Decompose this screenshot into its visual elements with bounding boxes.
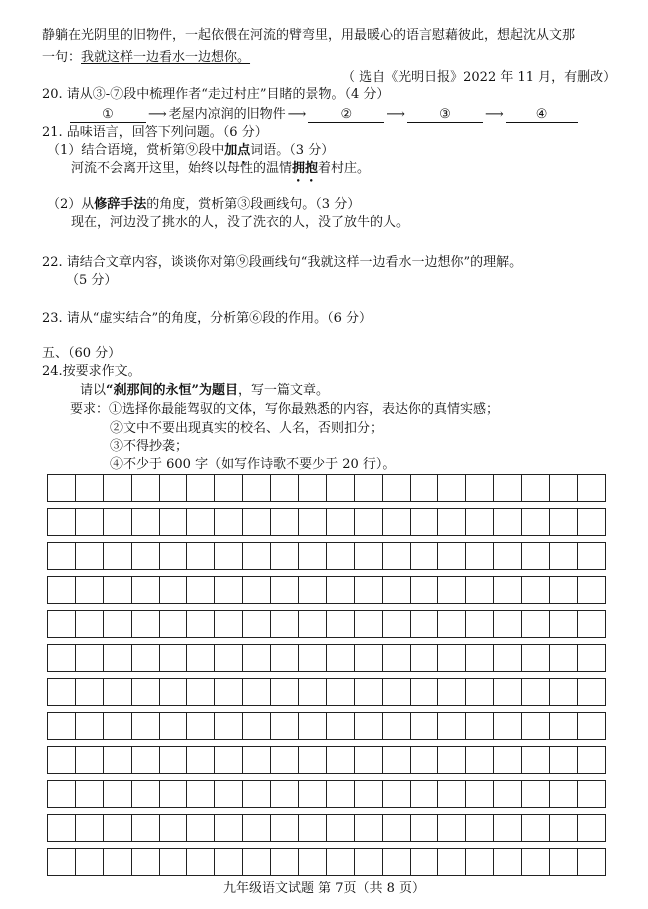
grid-cell[interactable]	[494, 814, 522, 842]
grid-cell[interactable]	[271, 746, 299, 774]
grid-cell[interactable]	[48, 610, 76, 638]
grid-cell[interactable]	[187, 576, 215, 604]
q22-text: 22. 请结合文章内容，谈谈你对第⑨段画线句“我就这样一边看水一边想你”的理解。	[42, 255, 523, 270]
grid-cell[interactable]	[132, 644, 160, 672]
grid-cell[interactable]	[355, 644, 383, 672]
grid-cell[interactable]	[383, 610, 411, 638]
q21-sub2-quote: 现在，河边没了挑水的人，没了洗衣的人，没了放牛的人。	[71, 215, 410, 230]
grid-cell[interactable]	[187, 780, 215, 808]
grid-cell[interactable]	[355, 848, 383, 876]
q21-sub2-bold: 修辞手法	[94, 197, 147, 212]
grid-cell[interactable]	[494, 576, 522, 604]
grid-cell[interactable]	[550, 576, 578, 604]
passage-line-2	[42, 49, 250, 67]
grid-cell[interactable]	[494, 542, 522, 570]
grid-cell[interactable]	[48, 542, 76, 570]
grid-cell[interactable]	[438, 542, 466, 570]
grid-cell[interactable]	[160, 814, 188, 842]
grid-cell[interactable]	[494, 712, 522, 740]
q21-sub2	[47, 196, 360, 214]
grid-cell[interactable]	[104, 848, 132, 876]
grid-cell[interactable]	[522, 576, 550, 604]
grid-cell[interactable]	[578, 508, 606, 536]
grid-row	[47, 576, 606, 604]
grid-cell[interactable]	[466, 746, 494, 774]
q20-blank-2[interactable]: ②	[308, 107, 384, 123]
grid-cell[interactable]	[411, 678, 439, 706]
essay-prompt-suffix: ，写一篇文章。	[237, 383, 329, 398]
grid-row	[47, 542, 606, 570]
grid-cell[interactable]	[299, 542, 327, 570]
grid-cell[interactable]	[187, 508, 215, 536]
grid-cell[interactable]	[494, 610, 522, 638]
grid-cell[interactable]	[466, 644, 494, 672]
grid-cell[interactable]	[411, 712, 439, 740]
grid-cell[interactable]	[299, 576, 327, 604]
grid-cell[interactable]	[355, 610, 383, 638]
grid-cell[interactable]	[271, 576, 299, 604]
grid-cell[interactable]	[550, 610, 578, 638]
grid-cell[interactable]	[383, 814, 411, 842]
passage-line-2-prefix: 一句：	[42, 50, 82, 65]
q20-blank-3[interactable]: ③	[407, 107, 483, 123]
grid-cell[interactable]	[215, 712, 243, 740]
grid-cell[interactable]	[578, 746, 606, 774]
grid-cell[interactable]	[215, 576, 243, 604]
q21-sub1-quote-suffix: 着村庄。	[318, 161, 371, 176]
grid-cell[interactable]	[104, 746, 132, 774]
grid-cell[interactable]	[578, 542, 606, 570]
grid-cell[interactable]	[48, 746, 76, 774]
grid-cell[interactable]	[76, 678, 104, 706]
grid-cell[interactable]	[522, 848, 550, 876]
essay-title: “刹那间的永恒”为题目	[106, 383, 238, 398]
passage-line-1: 静躺在光阴里的旧物件，一起依偎在河流的臂弯里，用最暖心的语言慰藉彼此，想起沈从文那	[42, 28, 576, 43]
q21-sub2-prefix: （2）从	[47, 197, 95, 212]
grid-cell[interactable]	[550, 712, 578, 740]
grid-cell[interactable]	[327, 712, 355, 740]
grid-cell[interactable]	[48, 576, 76, 604]
grid-cell[interactable]	[187, 848, 215, 876]
q20-blank-1[interactable]: ①	[70, 107, 146, 123]
grid-cell[interactable]	[522, 508, 550, 536]
grid-cell[interactable]	[76, 780, 104, 808]
grid-cell[interactable]	[494, 780, 522, 808]
grid-cell[interactable]	[522, 474, 550, 502]
grid-cell[interactable]	[243, 474, 271, 502]
requirement-2: ②文中不要出现真实的校名、人名，否则扣分；	[110, 421, 384, 436]
grid-cell[interactable]	[160, 712, 188, 740]
grid-cell[interactable]	[215, 780, 243, 808]
grid-cell[interactable]	[187, 474, 215, 502]
grid-cell[interactable]	[466, 610, 494, 638]
grid-cell[interactable]	[132, 848, 160, 876]
grid-cell[interactable]	[466, 814, 494, 842]
grid-cell[interactable]	[466, 542, 494, 570]
grid-cell[interactable]	[494, 746, 522, 774]
grid-cell[interactable]	[327, 814, 355, 842]
grid-cell[interactable]	[48, 644, 76, 672]
grid-cell[interactable]	[327, 780, 355, 808]
grid-cell[interactable]	[132, 814, 160, 842]
grid-cell[interactable]	[271, 780, 299, 808]
essay-prompt-prefix: 请以	[80, 383, 107, 398]
grid-cell[interactable]	[76, 610, 104, 638]
grid-cell[interactable]	[132, 780, 160, 808]
grid-cell[interactable]	[299, 814, 327, 842]
grid-cell[interactable]	[327, 610, 355, 638]
grid-cell[interactable]	[550, 508, 578, 536]
grid-cell[interactable]	[411, 848, 439, 876]
grid-cell[interactable]	[187, 814, 215, 842]
grid-cell[interactable]	[271, 678, 299, 706]
grid-row	[47, 508, 606, 536]
grid-cell[interactable]	[438, 678, 466, 706]
grid-cell[interactable]	[383, 508, 411, 536]
grid-cell[interactable]	[355, 780, 383, 808]
grid-cell[interactable]	[271, 474, 299, 502]
q20-blank-4[interactable]: ④	[506, 107, 578, 123]
grid-cell[interactable]	[76, 814, 104, 842]
requirement-3: ③不得抄袭；	[110, 439, 189, 454]
q21-sub1-quote-prefix: 河流不会离开这里，始终以母性的温情	[71, 161, 293, 176]
q23-text: 23. 请从“虚实结合”的角度，分析第⑥段的作用。（6 分）	[42, 311, 373, 326]
grid-cell[interactable]	[299, 474, 327, 502]
grid-cell[interactable]	[327, 576, 355, 604]
grid-cell[interactable]	[160, 644, 188, 672]
grid-row	[47, 610, 606, 638]
grid-cell[interactable]	[160, 508, 188, 536]
grid-row	[47, 712, 606, 740]
grid-cell[interactable]	[215, 508, 243, 536]
grid-cell[interactable]	[187, 712, 215, 740]
grid-cell[interactable]	[438, 508, 466, 536]
grid-cell[interactable]	[132, 678, 160, 706]
grid-cell[interactable]	[466, 474, 494, 502]
grid-cell[interactable]	[243, 576, 271, 604]
grid-cell[interactable]	[132, 610, 160, 638]
grid-cell[interactable]	[578, 678, 606, 706]
arrow-icon: ⟶	[386, 107, 405, 122]
grid-cell[interactable]	[243, 542, 271, 570]
grid-cell[interactable]	[132, 474, 160, 502]
grid-cell[interactable]	[76, 712, 104, 740]
grid-cell[interactable]	[466, 712, 494, 740]
grid-cell[interactable]	[160, 780, 188, 808]
grid-cell[interactable]	[271, 508, 299, 536]
grid-cell[interactable]	[104, 474, 132, 502]
grid-cell[interactable]	[243, 814, 271, 842]
grid-cell[interactable]	[160, 610, 188, 638]
grid-cell[interactable]	[48, 678, 76, 706]
grid-cell[interactable]	[299, 712, 327, 740]
grid-cell[interactable]	[160, 576, 188, 604]
grid-cell[interactable]	[104, 814, 132, 842]
grid-cell[interactable]	[578, 644, 606, 672]
q22-score: （5 分）	[66, 273, 118, 288]
grid-cell[interactable]	[355, 474, 383, 502]
grid-cell[interactable]	[132, 712, 160, 740]
q21-text: 21. 品味语言，回答下列问题。（6 分）	[42, 125, 268, 140]
grid-cell[interactable]	[243, 746, 271, 774]
grid-cell[interactable]	[327, 474, 355, 502]
grid-cell[interactable]	[383, 644, 411, 672]
q21-sub1-quote	[71, 160, 370, 185]
grid-cell[interactable]	[466, 848, 494, 876]
grid-cell[interactable]	[411, 780, 439, 808]
grid-cell[interactable]	[243, 848, 271, 876]
grid-cell[interactable]	[550, 678, 578, 706]
grid-cell[interactable]	[438, 474, 466, 502]
grid-cell[interactable]	[243, 678, 271, 706]
grid-cell[interactable]	[299, 678, 327, 706]
grid-cell[interactable]	[271, 712, 299, 740]
grid-cell[interactable]	[438, 780, 466, 808]
grid-cell[interactable]	[383, 712, 411, 740]
grid-cell[interactable]	[187, 678, 215, 706]
grid-cell[interactable]	[578, 848, 606, 876]
grid-cell[interactable]	[160, 474, 188, 502]
grid-cell[interactable]	[299, 508, 327, 536]
grid-cell[interactable]	[355, 508, 383, 536]
grid-cell[interactable]	[578, 576, 606, 604]
grid-cell[interactable]	[522, 644, 550, 672]
grid-cell[interactable]	[160, 678, 188, 706]
grid-cell[interactable]	[160, 542, 188, 570]
grid-cell[interactable]	[76, 848, 104, 876]
grid-cell[interactable]	[132, 576, 160, 604]
grid-cell[interactable]	[383, 576, 411, 604]
requirements-line-1	[70, 401, 499, 419]
grid-cell[interactable]	[578, 780, 606, 808]
grid-cell[interactable]	[76, 644, 104, 672]
grid-cell[interactable]	[438, 848, 466, 876]
grid-cell[interactable]	[215, 542, 243, 570]
grid-cell[interactable]	[299, 848, 327, 876]
grid-cell[interactable]	[327, 542, 355, 570]
grid-cell[interactable]	[299, 780, 327, 808]
grid-cell[interactable]	[411, 508, 439, 536]
grid-cell[interactable]	[550, 542, 578, 570]
grid-cell[interactable]	[104, 542, 132, 570]
grid-cell[interactable]	[104, 712, 132, 740]
grid-cell[interactable]	[438, 746, 466, 774]
requirements-label: 要求：	[70, 402, 110, 417]
q20-text: 20. 请从③-⑦段中梳理作者“走过村庄”目睹的景物。（4 分）	[42, 87, 390, 102]
grid-cell[interactable]	[215, 474, 243, 502]
grid-cell[interactable]	[522, 610, 550, 638]
grid-cell[interactable]	[76, 576, 104, 604]
grid-cell[interactable]	[522, 814, 550, 842]
grid-cell[interactable]	[355, 576, 383, 604]
grid-cell[interactable]	[215, 610, 243, 638]
grid-cell[interactable]	[104, 576, 132, 604]
grid-cell[interactable]	[578, 610, 606, 638]
essay-prompt	[80, 382, 329, 400]
arrow-icon: ⟶	[148, 107, 167, 122]
grid-cell[interactable]	[355, 746, 383, 774]
grid-cell[interactable]	[438, 814, 466, 842]
grid-cell[interactable]	[104, 508, 132, 536]
grid-cell[interactable]	[355, 678, 383, 706]
q24-text: 24.按要求作文。	[42, 364, 141, 379]
requirement-4: ④不少于 600 字（如写作诗歌不要少于 20 行）。	[110, 457, 396, 472]
grid-row	[47, 848, 606, 876]
grid-cell[interactable]	[578, 814, 606, 842]
grid-cell[interactable]	[132, 508, 160, 536]
grid-row	[47, 746, 606, 774]
grid-row	[47, 780, 606, 808]
grid-cell[interactable]	[243, 610, 271, 638]
section5-heading: 五、（60 分）	[42, 346, 122, 361]
grid-cell[interactable]	[466, 780, 494, 808]
grid-cell[interactable]	[48, 848, 76, 876]
arrow-icon: ⟶	[484, 107, 504, 122]
grid-cell[interactable]	[411, 542, 439, 570]
grid-cell[interactable]	[299, 644, 327, 672]
grid-row	[47, 644, 606, 672]
grid-cell[interactable]	[383, 780, 411, 808]
grid-cell[interactable]	[243, 780, 271, 808]
grid-cell[interactable]	[578, 474, 606, 502]
requirement-1: ①选择你最能驾驭的文体，写你最熟悉的内容，表达你的真情实感；	[109, 402, 500, 417]
grid-cell[interactable]	[550, 814, 578, 842]
grid-cell[interactable]	[355, 542, 383, 570]
grid-cell[interactable]	[466, 508, 494, 536]
grid-cell[interactable]	[466, 576, 494, 604]
grid-cell[interactable]	[438, 576, 466, 604]
grid-cell[interactable]	[76, 474, 104, 502]
grid-cell[interactable]	[383, 848, 411, 876]
grid-cell[interactable]	[411, 644, 439, 672]
grid-cell[interactable]	[271, 848, 299, 876]
grid-cell[interactable]	[299, 610, 327, 638]
grid-cell[interactable]	[411, 576, 439, 604]
grid-cell[interactable]	[160, 746, 188, 774]
grid-cell[interactable]	[271, 644, 299, 672]
q21-sub1-suffix: 词语。（3 分）	[250, 143, 335, 158]
grid-cell[interactable]	[76, 746, 104, 774]
grid-cell[interactable]	[327, 644, 355, 672]
q21-sub1-dotted: 加点	[224, 143, 251, 158]
grid-cell[interactable]	[494, 508, 522, 536]
underlined-quote: 我就这样一边看水一边想你。	[81, 50, 251, 65]
grid-cell[interactable]	[550, 644, 578, 672]
grid-cell[interactable]	[327, 508, 355, 536]
grid-cell[interactable]	[243, 508, 271, 536]
grid-row	[47, 678, 606, 706]
grid-cell[interactable]	[132, 542, 160, 570]
grid-cell[interactable]	[327, 746, 355, 774]
grid-cell[interactable]	[215, 746, 243, 774]
grid-cell[interactable]	[494, 848, 522, 876]
grid-cell[interactable]	[383, 678, 411, 706]
grid-cell[interactable]	[355, 814, 383, 842]
grid-cell[interactable]	[104, 610, 132, 638]
grid-cell[interactable]	[550, 474, 578, 502]
grid-cell[interactable]	[299, 746, 327, 774]
grid-cell[interactable]	[160, 848, 188, 876]
grid-cell[interactable]	[438, 644, 466, 672]
grid-cell[interactable]	[271, 542, 299, 570]
grid-cell[interactable]	[494, 678, 522, 706]
grid-cell[interactable]	[76, 542, 104, 570]
grid-cell[interactable]	[383, 746, 411, 774]
grid-cell[interactable]	[411, 814, 439, 842]
grid-cell[interactable]	[48, 474, 76, 502]
grid-cell[interactable]	[132, 746, 160, 774]
arrow-icon: ⟶	[287, 107, 307, 122]
source-citation: （ 选自《光明日报》2022 年 11 月，有删改）	[342, 70, 617, 85]
grid-cell[interactable]	[466, 678, 494, 706]
grid-cell[interactable]	[104, 644, 132, 672]
grid-cell[interactable]	[383, 474, 411, 502]
grid-cell[interactable]	[271, 814, 299, 842]
grid-cell[interactable]	[215, 678, 243, 706]
grid-cell[interactable]	[104, 780, 132, 808]
grid-cell[interactable]	[550, 780, 578, 808]
grid-row	[47, 474, 606, 502]
grid-cell[interactable]	[48, 780, 76, 808]
grid-cell[interactable]	[411, 746, 439, 774]
grid-row	[47, 814, 606, 842]
grid-cell[interactable]	[327, 678, 355, 706]
q21-sub1-prefix: （1）结合语境，赏析第⑨段中	[47, 143, 225, 158]
q21-sub1-quote-word: 拥抱	[292, 161, 319, 176]
grid-cell[interactable]	[104, 678, 132, 706]
grid-cell[interactable]	[48, 712, 76, 740]
grid-cell[interactable]	[215, 814, 243, 842]
grid-cell[interactable]	[271, 610, 299, 638]
grid-cell[interactable]	[522, 746, 550, 774]
grid-cell[interactable]	[522, 542, 550, 570]
q20-middle: 老屋内凉润的旧物件	[168, 107, 286, 122]
q21-sub2-suffix: 的角度，赏析第③段画线句。（3 分）	[146, 197, 361, 212]
grid-cell[interactable]	[187, 542, 215, 570]
grid-cell[interactable]	[215, 644, 243, 672]
grid-cell[interactable]	[187, 746, 215, 774]
grid-cell[interactable]	[438, 712, 466, 740]
grid-cell[interactable]	[355, 712, 383, 740]
page-footer: 九年级语文试题 第 7页（共 8 页）	[222, 881, 426, 896]
grid-cell[interactable]	[494, 644, 522, 672]
grid-cell[interactable]	[187, 610, 215, 638]
grid-cell[interactable]	[494, 474, 522, 502]
grid-cell[interactable]	[550, 848, 578, 876]
grid-cell[interactable]	[243, 712, 271, 740]
grid-cell[interactable]	[550, 746, 578, 774]
grid-cell[interactable]	[522, 780, 550, 808]
q20-flow	[70, 106, 578, 124]
grid-cell[interactable]	[243, 644, 271, 672]
grid-cell[interactable]	[187, 644, 215, 672]
grid-cell[interactable]	[383, 542, 411, 570]
grid-cell[interactable]	[48, 508, 76, 536]
grid-cell[interactable]	[522, 712, 550, 740]
grid-cell[interactable]	[76, 508, 104, 536]
grid-cell[interactable]	[578, 712, 606, 740]
grid-cell[interactable]	[438, 610, 466, 638]
grid-cell[interactable]	[215, 848, 243, 876]
grid-cell[interactable]	[411, 474, 439, 502]
grid-cell[interactable]	[327, 848, 355, 876]
grid-cell[interactable]	[522, 678, 550, 706]
grid-cell[interactable]	[411, 610, 439, 638]
grid-cell[interactable]	[48, 814, 76, 842]
